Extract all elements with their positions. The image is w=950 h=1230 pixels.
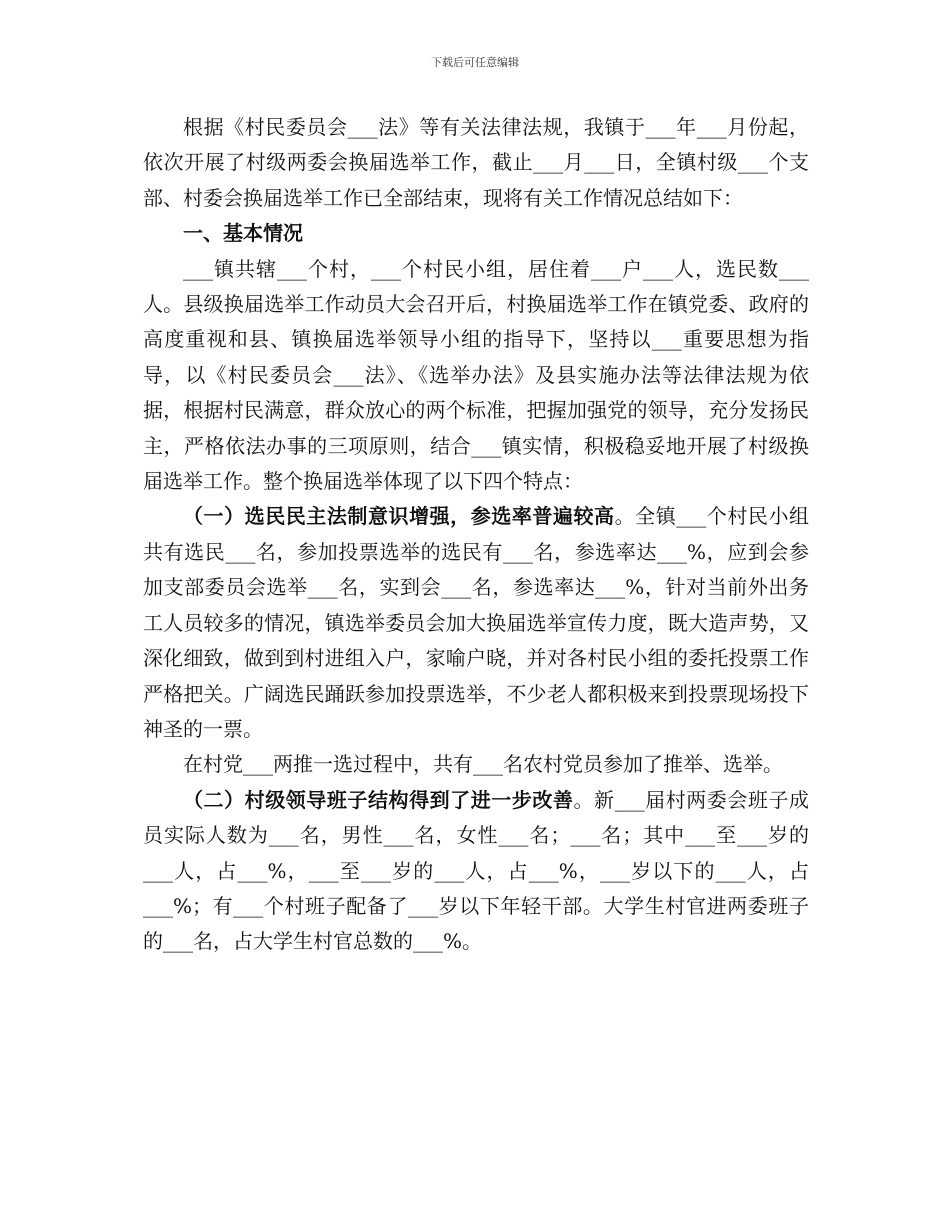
point-two-lead: （二）村级领导班子结构得到了进一步改善: [183, 787, 574, 812]
point-two-body: 。新___届村两委会班子成员实际人数为___名，男性___名，女性___名；___名；其中___至___岁的___人，占___%，___至___岁的___人，占___%，___岁以下的___人，占___%；有___个村班子配备了___岁以下年轻干部。大学生村官进两委班子的___名，占大学生村官总数的___%。: [143, 787, 810, 954]
paragraph-point-one: [143, 499, 809, 747]
section-heading-basic-situation: 一、基本情况: [183, 221, 303, 246]
paragraph-intro: 根据《村民委员会___法》等有关法律法规，我镇于___年___月份起，依次开展了村级两委会换届选举工作，截止___月___日，全镇村级___个支部、村委会换届选举工作已全部结束，现将有关工作情况总结如下：: [143, 115, 809, 210]
document-body: [143, 110, 809, 960]
page-header: 下载后可任意编辑: [431, 56, 519, 69]
paragraph-party-election: 在村党___两推一选过程中，共有___名农村党员参加了推举、选举。: [183, 752, 783, 777]
point-one-lead: （一）选民民主法制意识增强，参选率普遍较高: [183, 504, 615, 529]
point-one-body: 。全镇___个村民小组共有选民___名，参加投票选举的选民有___名，参选率达___%，应到会参加支部委员会选举___名，实到会___名，参选率达___%，针对当前外出务工人员较多的情况，镇选举委员会加大换届选举宣传力度，既大造声势，又深化细致，做到到村进组入户，家喻户晓，并对各村民小组的委托投票工作严格把关。广阔选民踊跃参加投票选举，不少老人都积极来到投票现场投下神圣的一票。: [143, 504, 810, 741]
paragraph-basic-situation: ___镇共辖___个村，___个村民小组，居住着___户___人，选民数___人。县级换届选举工作动员大会召开后，村换届选举工作在镇党委、政府的高度重视和县、镇换届选举领导小组的指导下，坚持以___重要思想为指导，以《村民委员会___法》、《选举办法》及县实施办法等法律法规为依据，根据村民满意，群众放心的两个标准，把握加强党的领导，充分发扬民主，严格依法办事的三项原则，结合___镇实情，积极稳妥地开展了村级换届选举工作。整个换届选举体现了以下四个特点：: [143, 256, 809, 494]
paragraph-point-two: [143, 783, 809, 960]
